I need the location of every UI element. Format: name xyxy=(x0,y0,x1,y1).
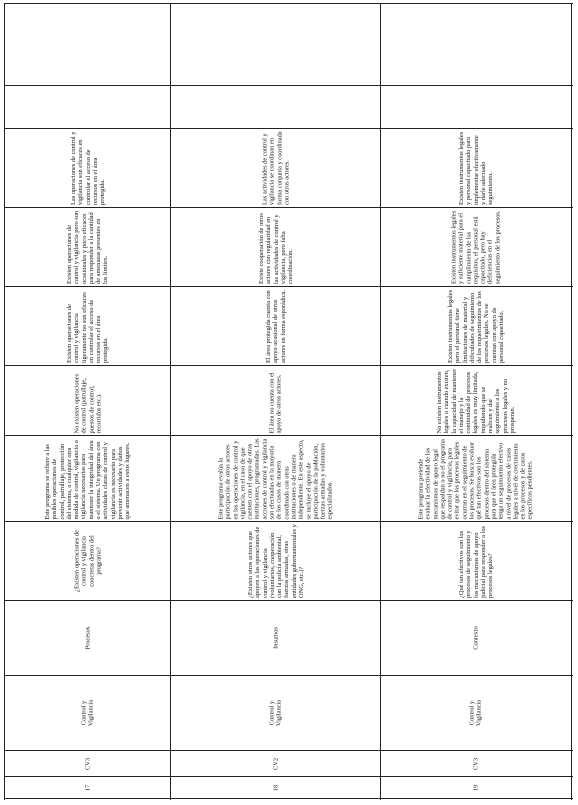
score-3-cell xyxy=(381,129,571,207)
category-cell xyxy=(5,676,170,750)
evaluation-table xyxy=(4,3,573,800)
score-0-text: No existen instrumentos legales o cuando existen, la capacidad de mantener el manejo y la continuidad de procesos legales es muy limitada, impidiendo que se realicen y dar seguimiento a los procesos legales y no prosperan. xyxy=(435,368,516,433)
question-cell xyxy=(171,522,380,600)
category-text: Control y Vigilancia xyxy=(268,699,283,727)
sources-cell xyxy=(381,86,571,128)
question-text: ¿Existen otros actores que apoyen a las operaciones de control y vigilancia (voluntarios, cooperación con la policía ambiental, fuerzas armadas, otras entidades gubernamentales y ONG, etc.)? xyxy=(246,524,305,598)
category-cell xyxy=(171,676,380,750)
score-3-text: Las actividades de control y vigilancia se coordinan en forma conjunta y coordinada con otros actores. xyxy=(260,131,290,205)
score-2-cell xyxy=(381,208,571,286)
table-border-right xyxy=(571,3,572,800)
observations-cell xyxy=(171,4,380,85)
score-0-text: El área no cuenta con el apoyo de otros actores. xyxy=(268,371,283,433)
score-3-text: Las operaciones de control y vigilancia son eficaces en controlar el acceso de recursos en el área protegida. xyxy=(69,131,106,205)
code-text: CV3 xyxy=(472,757,480,770)
row-number-cell xyxy=(381,777,571,798)
category-cell xyxy=(381,676,571,750)
dimension-cell xyxy=(5,601,170,675)
code-cell xyxy=(171,751,380,776)
technical-note-cell xyxy=(381,436,571,521)
score-2-cell xyxy=(171,208,380,286)
table-border-bottom xyxy=(4,798,573,799)
score-0-cell xyxy=(171,366,380,435)
dimension-cell xyxy=(381,601,571,675)
dimension-text: Contexto xyxy=(472,626,480,650)
score-0-cell xyxy=(381,366,571,435)
score-1-text: Existen instrumentos legales pero el personal tiene limitaciones de material y dificultades de seguimiento de los requerimientos de los procesos legales. No se cuentan con apoyo de personal capacitado. xyxy=(446,289,505,363)
dimension-text: Insumos xyxy=(271,627,279,649)
score-1-cell xyxy=(5,287,170,365)
score-0-cell xyxy=(5,366,170,435)
row-number-text: 17 xyxy=(83,784,91,791)
technical-note-text: Este programa se refiere a las posibles operaciones de control, patrullaje, protección del sistema, o cualquier otra medida de control, vigilancia o vigilancia necesarias para mantener la integridad del área o el sistema. Un programa con actividades claras de control y vigilancia es necesario para prevenir actividades y daños que amenacen a estos lugares. xyxy=(43,439,131,519)
dimension-text: Procesos xyxy=(83,626,91,650)
technical-note-text: Este programa pretende evaluar la efectividad de los mecanismos de apoyo legal que respaldan o no el programa de control y vigilancia, para evitar que los procesos legales ocurran en el seguimiento de los procesos. Se busca evaluar qué tan efectivos son los procesos dentro del sistema para que el área protegida tenga un seguimiento efectivo a nivel de procesos de casos legales a nivel de crecimiento en los procesos y de casos específicos pendientes. xyxy=(417,438,535,519)
code-text: CV3 xyxy=(83,757,91,770)
category-text: Control y Vigilancia xyxy=(80,699,95,727)
dimension-cell xyxy=(171,601,380,675)
technical-note-cell xyxy=(5,436,170,521)
score-3-cell xyxy=(5,129,170,207)
score-2-text: Existen instrumentos legales y suficiente material para el cumplimiento de los requisitos, el personal está capacitado, pero hay deficiencias en el seguimiento de los procesos. xyxy=(450,210,502,284)
score-3-cell xyxy=(171,129,380,207)
score-0-text: No existen operaciones de control (patrullaje, puestos de control, recorridos etc.). xyxy=(72,373,102,433)
code-text: CV2 xyxy=(271,757,279,770)
observations-cell xyxy=(5,4,170,85)
sources-cell xyxy=(171,86,380,128)
question-cell xyxy=(5,522,170,600)
code-cell xyxy=(5,751,170,776)
score-1-text: Existen operaciones de control y vigilancia ligeramente no son eficaces en controlar el acceso de recursos en el área protegida. xyxy=(65,292,110,363)
observations-cell xyxy=(381,4,571,85)
score-3-text: Existen instrumentos legales y personal capacitado para implementar efectivamente y darle adecuado seguimiento. xyxy=(457,131,494,205)
technical-note-text: Este programa evalúa la participación de otros actores en las operaciones de control y vigilancia, en el caso de que cuenten con el apoyo de otras instituciones, programadas. Las acciones de control y vigilancia son efectuadas en la mayoría de los casos de manera coordinada con otras instituciones o de manera independiente. En este aspecto, se incluye el apoyo de participación de la población, fuerzas armadas y voluntarios especializados. xyxy=(217,438,334,519)
code-cell xyxy=(381,751,571,776)
row-number-cell xyxy=(171,777,380,798)
question-cell xyxy=(381,522,571,600)
question-text: ¿Qué tan efectivos son los procesos de seguimiento y los mecanismos de apoyo judicial para responder a los procesos legales? xyxy=(457,525,494,598)
score-1-cell xyxy=(381,287,571,365)
question-text: ¿Existen operaciones de control y vigilancia concretas dentro del programa? xyxy=(72,530,102,592)
score-1-text: El área protegida cuenta con apoyo ocasional de otros actores en forma esporádica. xyxy=(264,289,287,363)
score-2-text: Existen operaciones de control y vigilancia pero son ocasionales y poco eficaces para responder a la cantidad de amenazas presentes en los límites. xyxy=(65,210,110,284)
sources-cell xyxy=(5,86,170,128)
category-text: Control y Vigilancia xyxy=(468,699,483,727)
score-2-text: Existe cooperación de otros actores con regularidad en las actividades de control y vigilancia, pero falta coordinación. xyxy=(257,213,294,284)
score-2-cell xyxy=(5,208,170,286)
row-number-text: 18 xyxy=(271,784,279,791)
technical-note-cell xyxy=(171,436,380,521)
row-number-text: 19 xyxy=(472,784,480,791)
row-number-cell xyxy=(5,777,170,798)
score-1-cell xyxy=(171,287,380,365)
